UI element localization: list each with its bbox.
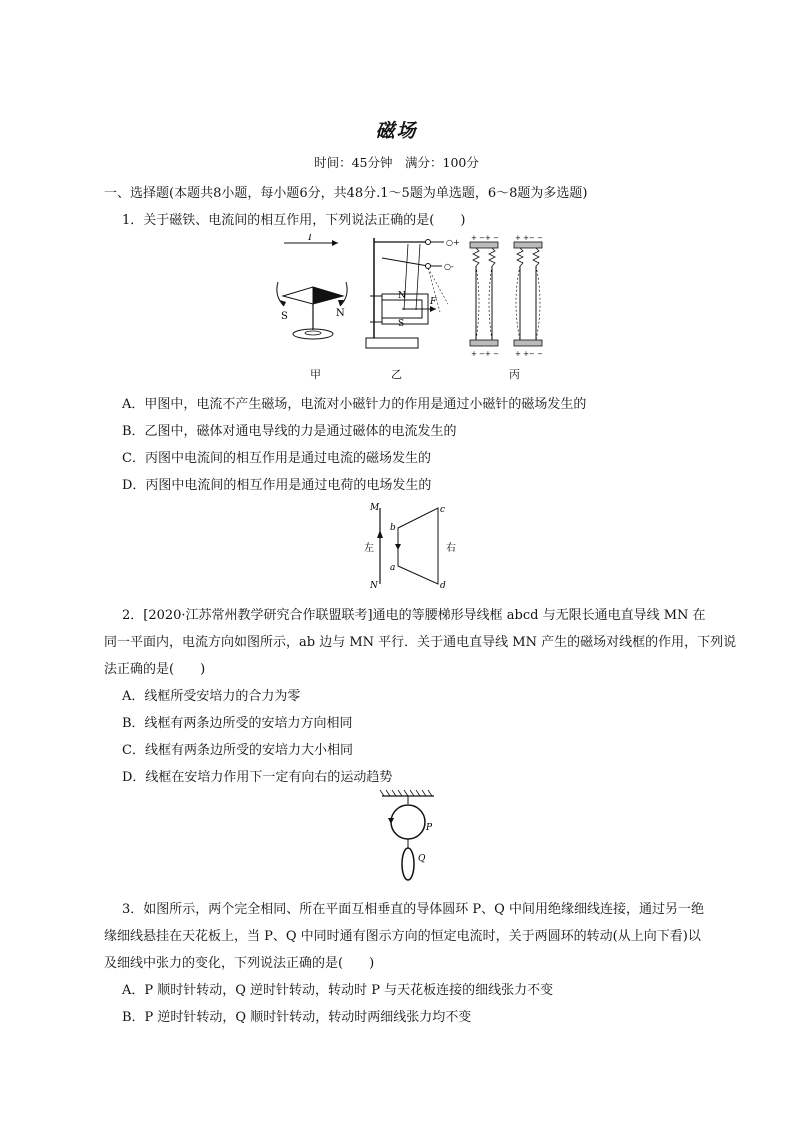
exam-info: 时间：45分钟 满分：100分 <box>314 155 479 170</box>
ring-q <box>402 848 414 880</box>
section-heading: 一、选择题(本题共8小题，每小题6分，共48分.1～5题为单选题，6～8题为多选题) <box>104 186 588 201</box>
trapezoid-abcd <box>398 508 438 584</box>
q3-figure <box>376 788 446 888</box>
magnet-n-label: N <box>398 291 406 301</box>
label-d: d <box>440 581 446 591</box>
q3-stem-line2: 缘细线悬挂在天花板上，当 P、Q 中同时通有图示方向的恒定电流时，关于两圆环的转动(从上向下看)以 <box>104 929 701 944</box>
svg-text:+ −: + − <box>485 350 499 358</box>
ring-p <box>391 805 425 839</box>
q2-option-c: C．线框有两条边所受的安培力大小相同 <box>122 743 353 758</box>
figure-label-yi: 乙 <box>391 368 402 381</box>
svg-text:○-: ○- <box>444 262 454 271</box>
svg-text:+ +: + + <box>515 350 529 358</box>
svg-text:+ −: + − <box>471 350 485 358</box>
page-title: 磁场 <box>375 120 418 142</box>
q2-option-a: A．线框所受安培力的合力为零 <box>122 689 301 704</box>
q3-stem-line3: 及细线中张力的变化，下列说法正确的是( ) <box>104 956 375 971</box>
label-right: 右 <box>446 543 456 554</box>
svg-text:○+: ○+ <box>446 238 460 247</box>
q3-stem-line1: 3．如图所示，两个完全相同、所在平面互相垂直的导体圆环 P、Q 中间用绝缘细线连接，通过另一绝 <box>122 902 704 917</box>
figure-yi <box>366 238 460 348</box>
svg-text:+ −: + − <box>471 234 485 242</box>
label-b: b <box>390 523 396 533</box>
pole-n-label: N <box>336 308 345 319</box>
q3-option-b: B．P 逆时针转动，Q 顺时针转动，转动时两细线张力均不变 <box>122 1010 472 1025</box>
q2-stem-line3: 法正确的是( ) <box>104 662 206 677</box>
label-p: P <box>426 823 433 833</box>
q1-figure <box>270 234 560 379</box>
force-label: F <box>430 297 437 307</box>
q1-option-a: A．甲图中，电流不产生磁场，电流对小磁针力的作用是通过小磁针的磁场发生的 <box>122 397 587 412</box>
svg-text:− −: − − <box>529 350 543 358</box>
label-q: Q <box>418 854 426 864</box>
q1-option-b: B．乙图中，磁体对通电导线的力是通过磁体的电流发生的 <box>122 424 457 439</box>
q2-option-d: D．线框在安培力作用下一定有向右的运动趋势 <box>122 770 393 785</box>
magnet-s-label: S <box>398 319 405 329</box>
label-left: 左 <box>364 543 374 554</box>
figure-bing <box>470 234 543 358</box>
q2-figure <box>358 498 468 596</box>
q1-stem: 1．关于磁铁、电流间的相互作用，下列说法正确的是( ) <box>122 213 466 228</box>
q2-stem-line1: 2．[2020·江苏常州教学研究合作联盟联考]通电的等腰梯形导线框 abcd 与无限长通电直导线 MN 在 <box>122 608 706 623</box>
figure-label-bing: 丙 <box>509 368 520 381</box>
svg-text:− −: − − <box>529 234 543 242</box>
svg-text:+ −: + − <box>485 234 499 242</box>
pole-s-label: S <box>281 311 288 322</box>
figure-jia <box>277 234 347 339</box>
q2-option-b: B．线框有两条边所受的安培力方向相同 <box>122 716 353 731</box>
current-label: I <box>308 234 312 243</box>
svg-text:+ +: + + <box>515 234 529 242</box>
label-a: a <box>390 563 396 573</box>
label-n: N <box>370 581 378 591</box>
q1-option-d: D．丙图中电流间的相互作用是通过电荷的电场发生的 <box>122 478 432 493</box>
q3-option-a: A．P 顺时针转动，Q 逆时针转动，转动时 P 与天花板连接的细线张力不变 <box>122 983 554 998</box>
figure-label-jia: 甲 <box>310 368 321 381</box>
q2-stem-line2: 同一平面内，电流方向如图所示，ab 边与 MN 平行．关于通电直导线 MN 产生的磁场对线框的作用，下列说 <box>104 635 737 650</box>
label-c: c <box>440 505 446 515</box>
q1-option-c: C．丙图中电流间的相互作用是通过电流的磁场发生的 <box>122 451 431 466</box>
label-m: M <box>370 503 380 513</box>
